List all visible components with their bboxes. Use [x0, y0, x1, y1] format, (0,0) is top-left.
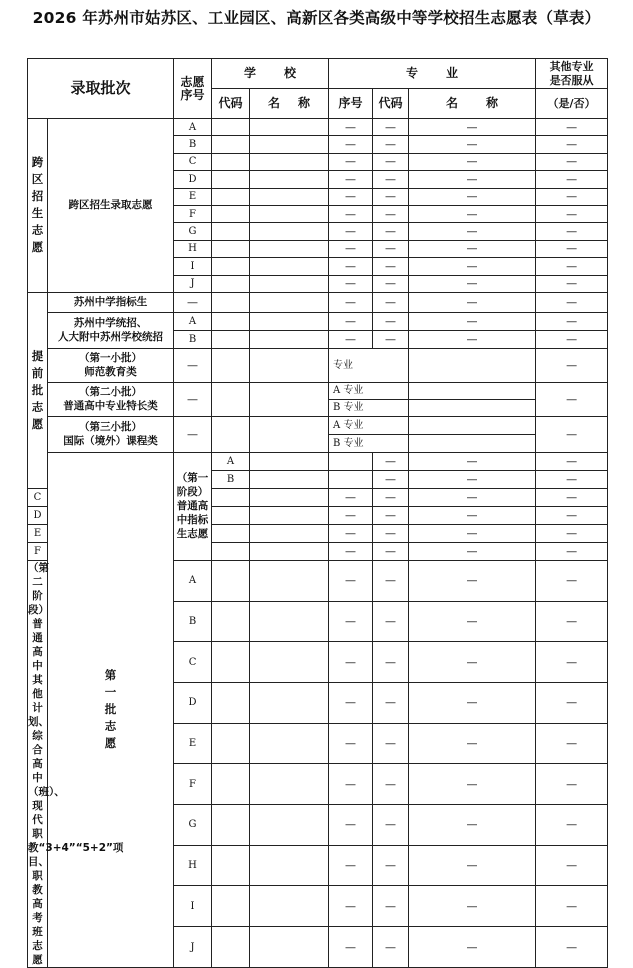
school-name-cell[interactable]: [250, 723, 329, 764]
major-name-dash: —: [409, 927, 536, 968]
major-seq-dash: —: [329, 292, 373, 312]
major-code-dash: —: [373, 258, 409, 275]
cross-district-row: [28, 119, 608, 136]
major-name-cell[interactable]: [409, 416, 536, 434]
vertical-char: 志: [104, 719, 117, 734]
order-letter: B: [174, 330, 212, 348]
obey-dash: —: [536, 136, 608, 153]
stage2-label: [28, 560, 124, 967]
school-name-cell[interactable]: [250, 845, 329, 886]
major-name-dash: —: [409, 153, 536, 170]
order-letter: D: [28, 506, 48, 524]
major-code-dash: —: [373, 153, 409, 170]
school-name-cell[interactable]: [250, 542, 329, 560]
major-code-dash: —: [373, 275, 409, 292]
school-code-cell[interactable]: [212, 312, 250, 330]
major-code-dash: —: [373, 488, 409, 506]
school-code-cell[interactable]: [250, 452, 329, 470]
obey-dash: —: [536, 330, 608, 348]
school-code-cell[interactable]: [212, 330, 250, 348]
school-name-cell[interactable]: [250, 927, 329, 968]
major-name-dash: —: [409, 886, 536, 927]
major-name-dash: —: [409, 560, 536, 601]
page-title: 2026 年苏州市姑苏区、工业园区、高新区各类高级中等学校招生志愿表（草表）: [32, 9, 601, 27]
vertical-char: 前: [31, 365, 44, 380]
obey-dash: —: [536, 416, 608, 452]
application-form-table: [27, 58, 608, 968]
major-seq-dash: —: [329, 153, 373, 170]
major-code-dash: —: [373, 223, 409, 240]
major-name-dash: —: [409, 292, 536, 312]
school-name-cell[interactable]: [250, 560, 329, 601]
major-name-dash: —: [409, 205, 536, 222]
major-code-dash: —: [373, 601, 409, 642]
stage1-label: [174, 452, 212, 560]
vertical-char: 批: [31, 382, 44, 397]
school-name-cell[interactable]: [250, 601, 329, 642]
specialty-major-cell[interactable]: A 专业: [329, 382, 409, 399]
cross-district-section-label: [28, 119, 48, 293]
major-seq-dash: —: [329, 275, 373, 292]
major-seq-dash: —: [329, 188, 373, 205]
major-code-dash: —: [409, 470, 536, 488]
order-header-line1: 志愿: [180, 74, 205, 89]
early-batch-section-label: [28, 292, 48, 488]
school-name-cell[interactable]: [329, 452, 373, 470]
school-name-cell[interactable]: [250, 805, 329, 846]
obey-dash: —: [536, 642, 608, 683]
major-name-dash: —: [536, 470, 608, 488]
school-code-cell[interactable]: [212, 136, 250, 153]
order-letter: G: [174, 223, 212, 240]
major-seq-dash: —: [329, 136, 373, 153]
obey-yesno-header: （是/否）: [536, 89, 608, 119]
order-letter: C: [174, 642, 212, 683]
first-batch-stage1-row: [28, 452, 608, 470]
major-code-dash: —: [373, 136, 409, 153]
major-code-dash: —: [373, 330, 409, 348]
major-name-dash: —: [409, 805, 536, 846]
major-name-dash: —: [409, 223, 536, 240]
order-dash: —: [174, 348, 212, 382]
school-code-cell[interactable]: [212, 153, 250, 170]
major-code-dash: —: [409, 452, 536, 470]
vertical-char: 区: [31, 172, 44, 187]
obey-dash: —: [536, 764, 608, 805]
school-code-cell[interactable]: [212, 524, 250, 542]
major-code-dash: —: [373, 506, 409, 524]
major-seq-dash: —: [329, 312, 373, 330]
obey-dash: —: [536, 205, 608, 222]
early-batch-teacher-row: [28, 348, 608, 382]
obey-dash: —: [536, 723, 608, 764]
major-name-dash: —: [409, 542, 536, 560]
international-label: [48, 416, 174, 452]
major-name-dash: —: [409, 275, 536, 292]
vertical-char: 愿: [31, 416, 44, 431]
label-line: 师范教育类: [84, 366, 137, 379]
order-letter: G: [174, 805, 212, 846]
school-code-cell[interactable]: [212, 682, 250, 723]
obey-dash: —: [536, 312, 608, 330]
order-letter: F: [28, 542, 48, 560]
school-code-cell[interactable]: [212, 292, 250, 312]
order-letter: H: [174, 240, 212, 257]
school-code-cell[interactable]: [250, 470, 329, 488]
vertical-char: 批: [104, 702, 117, 717]
major-seq-dash: —: [329, 330, 373, 348]
school-name-cell[interactable]: [250, 205, 329, 222]
obey-dash: —: [536, 506, 608, 524]
vertical-char: 志: [31, 223, 44, 238]
school-code-cell[interactable]: [212, 348, 250, 382]
order-letter: A: [174, 560, 212, 601]
order-letter: A: [174, 312, 212, 330]
vertical-char: 志: [31, 399, 44, 414]
major-name-dash: —: [409, 682, 536, 723]
label-line: （第二阶段）: [28, 561, 49, 616]
major-name-dash: —: [409, 845, 536, 886]
unified-admission-label: [48, 312, 174, 348]
suzhou-quota-label: 苏州中学指标生: [48, 292, 174, 312]
major-name-dash: —: [409, 188, 536, 205]
major-name-dash: —: [409, 506, 536, 524]
order-letter: F: [174, 205, 212, 222]
major-code-dash: —: [373, 205, 409, 222]
international-major-cell[interactable]: B 专业: [329, 434, 409, 452]
label-line: （第一阶段）: [176, 472, 209, 499]
major-code-dash: —: [373, 764, 409, 805]
teacher-education-label: [48, 348, 174, 382]
order-letter: D: [174, 171, 212, 188]
school-code-cell[interactable]: [212, 223, 250, 240]
school-name-cell[interactable]: [250, 764, 329, 805]
early-batch-unified-row: [28, 312, 608, 330]
major-seq-dash: —: [329, 560, 373, 601]
major-seq-dash: —: [329, 886, 373, 927]
order-dash: —: [174, 382, 212, 416]
major-code-dash: —: [373, 292, 409, 312]
school-name-cell[interactable]: [250, 136, 329, 153]
major-name-dash: —: [409, 488, 536, 506]
obey-dash: —: [536, 188, 608, 205]
major-code-dash: —: [373, 560, 409, 601]
major-seq-dash: —: [329, 723, 373, 764]
order-letter: E: [28, 524, 48, 542]
order-header: [174, 59, 212, 119]
major-name-cell[interactable]: [409, 348, 536, 382]
school-name-cell[interactable]: [250, 488, 329, 506]
school-name-cell[interactable]: [250, 312, 329, 330]
major-seq-dash: —: [329, 601, 373, 642]
school-code-cell[interactable]: [212, 886, 250, 927]
obey-header-line1: 其他专业: [549, 59, 594, 73]
school-name-cell[interactable]: [250, 506, 329, 524]
obey-dash: —: [536, 845, 608, 886]
school-code-cell[interactable]: [212, 171, 250, 188]
major-code-dash: —: [373, 171, 409, 188]
obey-header: [536, 59, 608, 89]
order-dash: —: [174, 292, 212, 312]
order-dash: —: [174, 416, 212, 452]
obey-dash: —: [536, 258, 608, 275]
school-name-cell[interactable]: [250, 416, 329, 452]
school-name-cell[interactable]: [250, 524, 329, 542]
early-batch-specialty-row: [28, 382, 608, 399]
obey-dash: —: [536, 927, 608, 968]
label-line: 职教高考班志愿: [32, 869, 43, 966]
major-seq-dash: —: [329, 542, 373, 560]
vertical-char: 第: [104, 668, 117, 683]
major-code-dash: —: [373, 524, 409, 542]
vertical-char: 一: [104, 685, 117, 700]
major-code-dash: —: [373, 119, 409, 136]
school-code-cell[interactable]: [212, 805, 250, 846]
cross-district-sub-label: 跨区招生录取志愿: [48, 119, 174, 293]
obey-dash: —: [536, 542, 608, 560]
label-line: 普通高中指标生志愿: [176, 500, 209, 541]
school-code-cell[interactable]: [212, 845, 250, 886]
school-code-header: 代码: [212, 89, 250, 119]
school-name-cell[interactable]: [250, 223, 329, 240]
major-seq-dash: —: [329, 223, 373, 240]
major-seq-header: 序号: [329, 89, 373, 119]
header-row-1: [28, 59, 608, 89]
school-name-cell[interactable]: [250, 258, 329, 275]
major-seq-dash: —: [329, 205, 373, 222]
school-code-cell[interactable]: [212, 416, 250, 452]
obey-dash: —: [536, 886, 608, 927]
batch-header: 录取批次: [28, 59, 174, 119]
major-name-dash: —: [409, 119, 536, 136]
school-code-cell[interactable]: [212, 506, 250, 524]
label-line: 合高中（班）、现代职: [28, 743, 65, 840]
major-code-dash: —: [373, 188, 409, 205]
school-name-cell[interactable]: [250, 275, 329, 292]
major-seq-dash: —: [329, 506, 373, 524]
school-code-cell[interactable]: [212, 275, 250, 292]
order-letter: E: [174, 723, 212, 764]
label-line: 苏州中学统招、: [73, 317, 148, 330]
major-name-header: 名称: [409, 89, 536, 119]
school-name-cell[interactable]: [250, 188, 329, 205]
school-code-cell[interactable]: [212, 601, 250, 642]
major-code-dash: —: [373, 845, 409, 886]
major-code-dash: —: [373, 642, 409, 683]
school-name-cell[interactable]: [250, 348, 329, 382]
school-name-cell[interactable]: [250, 171, 329, 188]
major-code-dash: —: [373, 723, 409, 764]
major-code-dash: —: [373, 886, 409, 927]
major-seq-dash: —: [329, 927, 373, 968]
order-letter: B: [174, 136, 212, 153]
major-seq-dash: —: [329, 171, 373, 188]
school-name-cell[interactable]: [250, 886, 329, 927]
school-code-cell[interactable]: [212, 382, 250, 416]
major-code-dash: —: [373, 805, 409, 846]
first-batch-section-label: [48, 452, 174, 967]
school-header: 学校: [212, 59, 329, 89]
label-line: （第三小批）: [79, 421, 142, 434]
obey-dash: —: [536, 153, 608, 170]
major-code-dash: —: [373, 312, 409, 330]
order-letter: F: [174, 764, 212, 805]
label-line: 普通高中其他计划、综: [28, 617, 49, 742]
major-seq-dash: —: [329, 488, 373, 506]
major-name-dash: —: [409, 136, 536, 153]
major-code-dash: —: [373, 927, 409, 968]
major-name-dash: —: [409, 723, 536, 764]
vertical-char: 愿: [104, 736, 117, 751]
international-major-cell[interactable]: A 专业: [329, 416, 409, 434]
major-seq-dash: —: [373, 470, 409, 488]
order-letter: J: [174, 927, 212, 968]
major-seq-dash: —: [329, 642, 373, 683]
label-line: （第一小批）: [79, 352, 142, 365]
label-line: 教“3+4”“5+2”项目、: [28, 841, 124, 868]
order-letter: C: [174, 153, 212, 170]
obey-dash: —: [536, 382, 608, 416]
major-name-dash: —: [536, 452, 608, 470]
school-code-cell[interactable]: [212, 240, 250, 257]
major-seq-dash: —: [329, 682, 373, 723]
obey-dash: —: [536, 240, 608, 257]
school-name-cell[interactable]: [250, 642, 329, 683]
label-line: 人大附中苏州学校统招: [58, 331, 163, 344]
school-name-header: 名称: [250, 89, 329, 119]
school-name-cell[interactable]: [250, 153, 329, 170]
major-name-dash: —: [409, 258, 536, 275]
obey-dash: —: [536, 348, 608, 382]
obey-dash: —: [536, 524, 608, 542]
school-name-cell[interactable]: [250, 330, 329, 348]
major-seq-dash: —: [329, 258, 373, 275]
school-name-cell[interactable]: [250, 292, 329, 312]
major-code-header: 代码: [373, 89, 409, 119]
order-letter: A: [174, 119, 212, 136]
vertical-char: 生: [31, 206, 44, 221]
obey-dash: —: [536, 488, 608, 506]
major-name-dash: —: [409, 601, 536, 642]
school-code-cell[interactable]: [212, 488, 250, 506]
major-name-dash: —: [409, 330, 536, 348]
obey-header-line2: 是否服从: [549, 73, 594, 87]
obey-dash: —: [536, 560, 608, 601]
vertical-char: 招: [31, 189, 44, 204]
school-name-cell[interactable]: [250, 240, 329, 257]
major-seq-dash: —: [329, 845, 373, 886]
specialty-label: [48, 382, 174, 416]
school-name-cell[interactable]: [329, 470, 373, 488]
label-line: 普通高中专业特长类: [63, 400, 158, 413]
order-header-line2: 序号: [180, 87, 205, 102]
major-name-cell[interactable]: [409, 382, 536, 399]
major-seq-dash: —: [329, 240, 373, 257]
form-body: [28, 59, 608, 968]
major-name-dash: —: [409, 764, 536, 805]
major-name-dash: —: [409, 171, 536, 188]
major-name-dash: —: [409, 240, 536, 257]
school-name-cell[interactable]: [250, 382, 329, 416]
school-code-cell[interactable]: [212, 188, 250, 205]
school-code-cell[interactable]: [212, 927, 250, 968]
major-seq-dash: —: [329, 524, 373, 542]
school-code-cell[interactable]: [212, 764, 250, 805]
major-name-dash: —: [409, 642, 536, 683]
major-name-dash: —: [409, 312, 536, 330]
label-line: 国际（境外）课程类: [63, 435, 158, 448]
order-letter: E: [174, 188, 212, 205]
early-batch-suzhou-quota-row: [28, 292, 608, 312]
major-header: 专业: [329, 59, 536, 89]
order-letter: H: [174, 845, 212, 886]
obey-dash: —: [536, 119, 608, 136]
order-letter: J: [174, 275, 212, 292]
obey-dash: —: [536, 171, 608, 188]
school-code-cell[interactable]: [212, 723, 250, 764]
obey-dash: —: [536, 275, 608, 292]
major-seq-dash: —: [373, 452, 409, 470]
major-name-dash: —: [409, 524, 536, 542]
obey-dash: —: [536, 805, 608, 846]
school-name-cell[interactable]: [250, 119, 329, 136]
order-letter: B: [174, 601, 212, 642]
vertical-char: 跨: [31, 155, 44, 170]
order-letter: C: [28, 488, 48, 506]
major-seq-dash: —: [329, 764, 373, 805]
order-letter: I: [174, 886, 212, 927]
obey-dash: —: [536, 292, 608, 312]
major-code-dash: —: [373, 240, 409, 257]
vertical-char: 提: [31, 348, 44, 363]
order-letter: D: [174, 682, 212, 723]
major-seq-dash: —: [329, 119, 373, 136]
school-code-cell[interactable]: [212, 542, 250, 560]
major-seq-dash: —: [329, 805, 373, 846]
school-code-cell[interactable]: [212, 258, 250, 275]
school-code-cell[interactable]: [212, 560, 250, 601]
major-code-dash: —: [373, 682, 409, 723]
order-letter: I: [174, 258, 212, 275]
specialty-major-cell[interactable]: B 专业: [329, 399, 409, 416]
early-batch-international-row: [28, 416, 608, 434]
obey-dash: —: [536, 601, 608, 642]
order-letter: A: [212, 452, 250, 470]
obey-dash: —: [536, 223, 608, 240]
order-letter: B: [212, 470, 250, 488]
major-name-cell[interactable]: [409, 434, 536, 452]
teacher-major-cell[interactable]: 专业: [329, 348, 409, 382]
major-name-cell[interactable]: [409, 399, 536, 416]
school-code-cell[interactable]: [212, 119, 250, 136]
school-code-cell[interactable]: [212, 205, 250, 222]
label-line: （第二小批）: [79, 386, 142, 399]
obey-dash: —: [536, 682, 608, 723]
vertical-char: 愿: [31, 240, 44, 255]
school-code-cell[interactable]: [212, 642, 250, 683]
school-name-cell[interactable]: [250, 682, 329, 723]
major-code-dash: —: [373, 542, 409, 560]
